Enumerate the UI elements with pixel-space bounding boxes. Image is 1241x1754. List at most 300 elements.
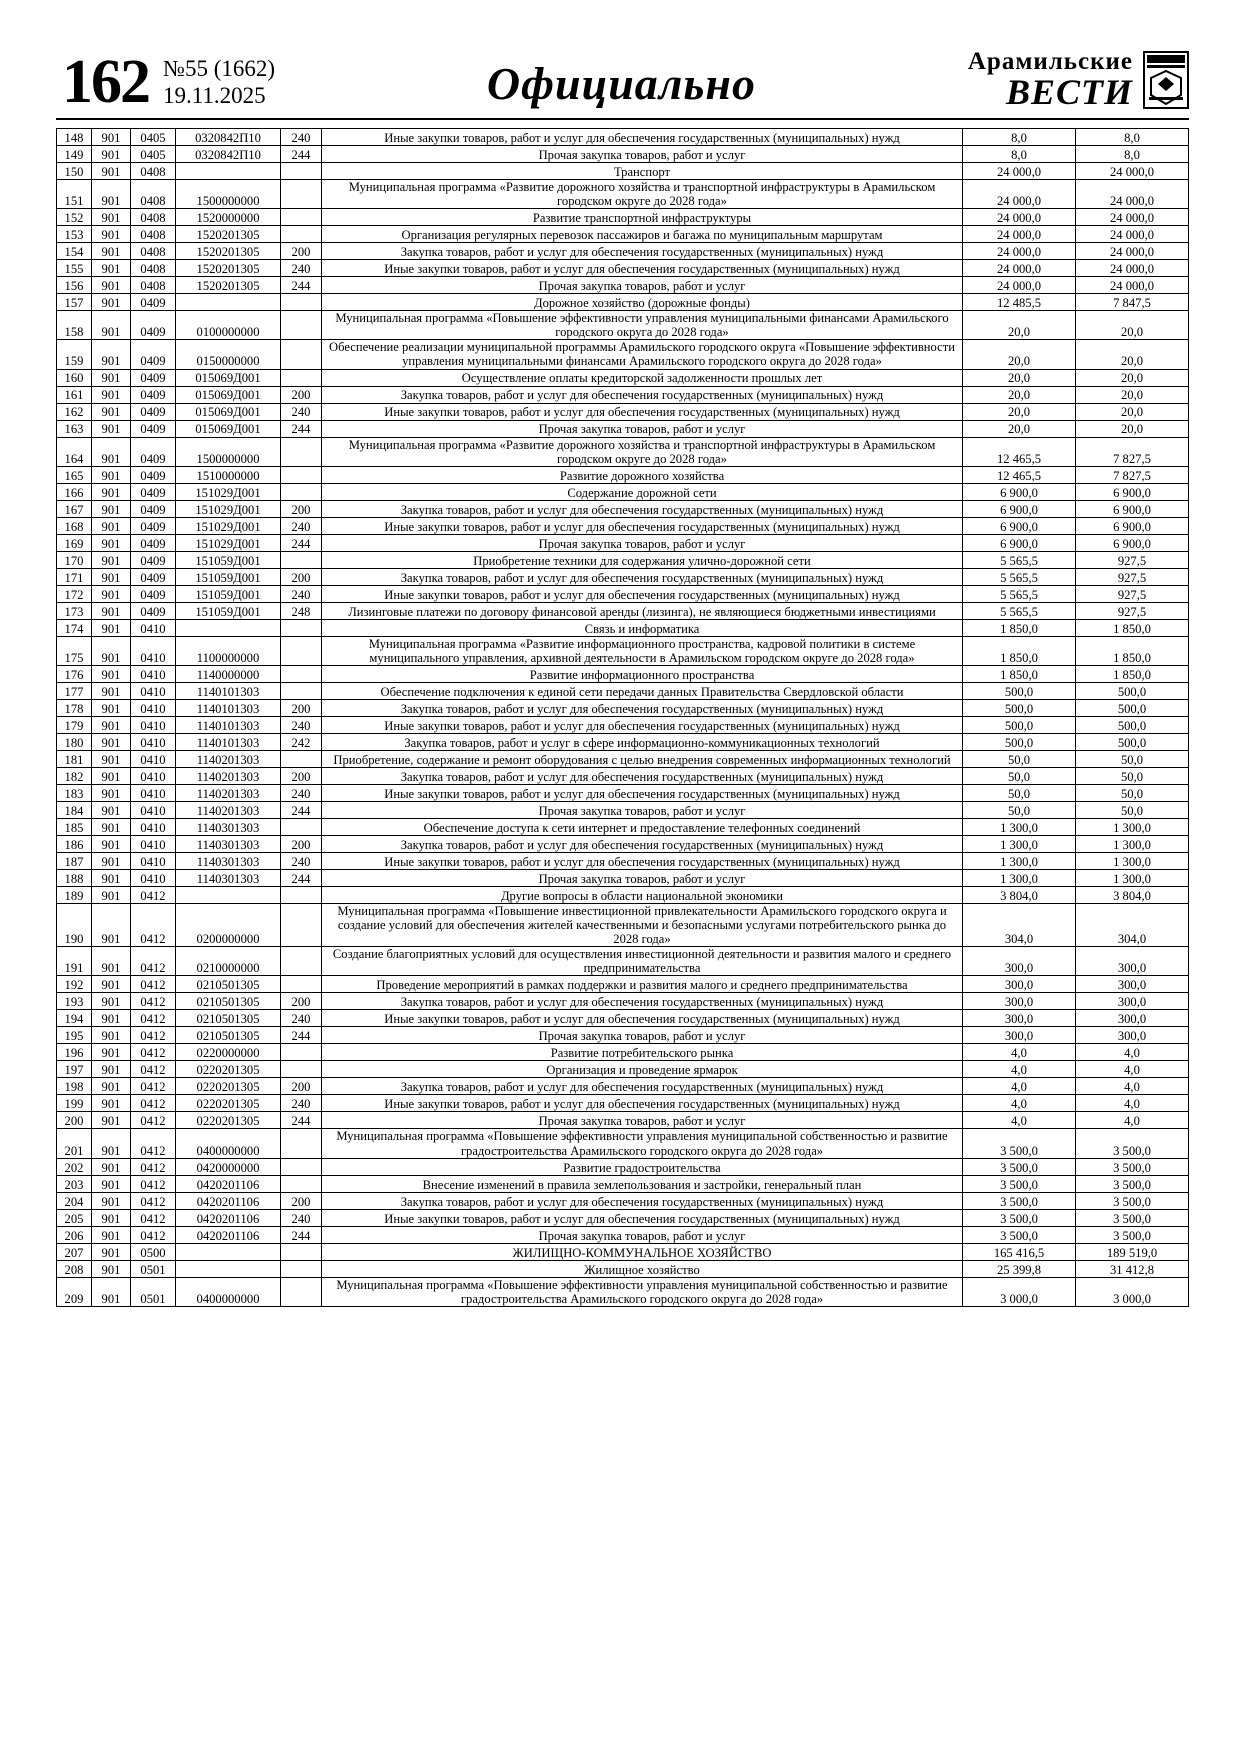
row-expense-type bbox=[281, 163, 322, 180]
row-value-2: 1 850,0 bbox=[1076, 636, 1189, 665]
row-name: Прочая закупка товаров, работ и услуг bbox=[322, 869, 963, 886]
brand-text bbox=[968, 49, 1133, 110]
row-number: 182 bbox=[57, 767, 92, 784]
row-value-2: 20,0 bbox=[1076, 311, 1189, 340]
row-target-code: 0400000000 bbox=[176, 1277, 281, 1306]
row-number: 189 bbox=[57, 886, 92, 903]
table-row bbox=[57, 993, 1189, 1010]
row-section-code: 0410 bbox=[131, 619, 176, 636]
row-number: 176 bbox=[57, 665, 92, 682]
row-value-1: 5 565,5 bbox=[963, 568, 1076, 585]
row-name: Приобретение, содержание и ремонт оборудования с целью внедрения современных информационных технологий bbox=[322, 750, 963, 767]
row-value-2: 20,0 bbox=[1076, 369, 1189, 386]
row-expense-type: 240 bbox=[281, 716, 322, 733]
row-name: Иные закупки товаров, работ и услуг для обеспечения государственных (муниципальных) нужд bbox=[322, 403, 963, 420]
table-row bbox=[57, 733, 1189, 750]
row-section-code: 0408 bbox=[131, 260, 176, 277]
row-value-2: 1 850,0 bbox=[1076, 665, 1189, 682]
row-expense-type: 244 bbox=[281, 277, 322, 294]
row-section-code: 0501 bbox=[131, 1277, 176, 1306]
row-target-code: 1520000000 bbox=[176, 209, 281, 226]
row-expense-type bbox=[281, 1243, 322, 1260]
table-row bbox=[57, 277, 1189, 294]
row-name: Муниципальная программа «Развитие дорожного хозяйства и транспортной инфраструктуры в Арамильском городском округе до 2028 года» bbox=[322, 180, 963, 209]
row-chief-code: 901 bbox=[92, 886, 131, 903]
row-target-code: 151029Д001 bbox=[176, 483, 281, 500]
row-chief-code: 901 bbox=[92, 1243, 131, 1260]
row-number: 193 bbox=[57, 993, 92, 1010]
row-value-2: 3 500,0 bbox=[1076, 1158, 1189, 1175]
row-chief-code: 901 bbox=[92, 665, 131, 682]
row-value-2: 3 500,0 bbox=[1076, 1192, 1189, 1209]
row-value-1: 20,0 bbox=[963, 311, 1076, 340]
row-value-1: 20,0 bbox=[963, 403, 1076, 420]
row-target-code: 0220201305 bbox=[176, 1061, 281, 1078]
table-row bbox=[57, 976, 1189, 993]
row-name: Закупка товаров, работ и услуг для обеспечения государственных (муниципальных) нужд bbox=[322, 243, 963, 260]
row-name: Иные закупки товаров, работ и услуг для обеспечения государственных (муниципальных) нужд bbox=[322, 716, 963, 733]
row-number: 155 bbox=[57, 260, 92, 277]
row-value-2: 300,0 bbox=[1076, 976, 1189, 993]
row-target-code bbox=[176, 1260, 281, 1277]
row-section-code: 0410 bbox=[131, 716, 176, 733]
row-expense-type: 200 bbox=[281, 767, 322, 784]
row-section-code: 0410 bbox=[131, 767, 176, 784]
row-value-2: 6 900,0 bbox=[1076, 483, 1189, 500]
row-chief-code: 901 bbox=[92, 993, 131, 1010]
row-name: Муниципальная программа «Повышение эффективности управления муниципальной собственностью и развитие градостроительства Арамильского городского округа до 2028 года» bbox=[322, 1129, 963, 1158]
table-row bbox=[57, 1027, 1189, 1044]
row-value-2: 24 000,0 bbox=[1076, 277, 1189, 294]
row-target-code: 0420201106 bbox=[176, 1175, 281, 1192]
row-value-1: 20,0 bbox=[963, 386, 1076, 403]
section-title: Официально bbox=[486, 58, 756, 109]
row-value-2: 300,0 bbox=[1076, 1027, 1189, 1044]
row-target-code: 1140301303 bbox=[176, 869, 281, 886]
row-value-2: 3 000,0 bbox=[1076, 1277, 1189, 1306]
row-number: 199 bbox=[57, 1095, 92, 1112]
row-expense-type: 244 bbox=[281, 1226, 322, 1243]
table-row bbox=[57, 386, 1189, 403]
row-target-code: 0320842П10 bbox=[176, 146, 281, 163]
row-chief-code: 901 bbox=[92, 733, 131, 750]
row-value-1: 3 500,0 bbox=[963, 1226, 1076, 1243]
row-name: Приобретение техники для содержания улично-дорожной сети bbox=[322, 551, 963, 568]
row-value-2: 1 300,0 bbox=[1076, 869, 1189, 886]
table-row bbox=[57, 568, 1189, 585]
row-number: 203 bbox=[57, 1175, 92, 1192]
row-chief-code: 901 bbox=[92, 483, 131, 500]
row-target-code: 1140201303 bbox=[176, 784, 281, 801]
row-name: Внесение изменений в правила землепользования и застройки, генеральный план bbox=[322, 1175, 963, 1192]
table-row bbox=[57, 437, 1189, 466]
row-section-code: 0412 bbox=[131, 1112, 176, 1129]
row-section-code: 0412 bbox=[131, 993, 176, 1010]
row-expense-type: 244 bbox=[281, 146, 322, 163]
row-chief-code: 901 bbox=[92, 869, 131, 886]
row-expense-type: 200 bbox=[281, 1078, 322, 1095]
row-expense-type bbox=[281, 466, 322, 483]
row-number: 192 bbox=[57, 976, 92, 993]
row-value-1: 12 465,5 bbox=[963, 466, 1076, 483]
row-target-code: 0210501305 bbox=[176, 1027, 281, 1044]
row-name: Дорожное хозяйство (дорожные фонды) bbox=[322, 294, 963, 311]
row-value-2: 24 000,0 bbox=[1076, 180, 1189, 209]
row-expense-type bbox=[281, 750, 322, 767]
row-value-1: 500,0 bbox=[963, 682, 1076, 699]
row-chief-code: 901 bbox=[92, 466, 131, 483]
row-value-1: 500,0 bbox=[963, 699, 1076, 716]
row-value-1: 300,0 bbox=[963, 1010, 1076, 1027]
row-chief-code: 901 bbox=[92, 517, 131, 534]
row-target-code: 1140101303 bbox=[176, 733, 281, 750]
row-target-code: 1140101303 bbox=[176, 699, 281, 716]
row-value-1: 24 000,0 bbox=[963, 163, 1076, 180]
row-name: Прочая закупка товаров, работ и услуг bbox=[322, 1027, 963, 1044]
row-target-code bbox=[176, 294, 281, 311]
row-number: 184 bbox=[57, 801, 92, 818]
row-name: Закупка товаров, работ и услуг для обеспечения государственных (муниципальных) нужд bbox=[322, 993, 963, 1010]
row-section-code: 0412 bbox=[131, 1158, 176, 1175]
row-name: Муниципальная программа «Развитие информационного пространства, кадровой политики в системе муниципального управления, архивной деятельности в Арамильском городском округе до 2028 года» bbox=[322, 636, 963, 665]
row-section-code: 0412 bbox=[131, 1027, 176, 1044]
row-value-1: 300,0 bbox=[963, 976, 1076, 993]
row-value-1: 4,0 bbox=[963, 1061, 1076, 1078]
row-chief-code: 901 bbox=[92, 260, 131, 277]
row-number: 175 bbox=[57, 636, 92, 665]
row-section-code: 0409 bbox=[131, 340, 176, 369]
row-chief-code: 901 bbox=[92, 1078, 131, 1095]
row-number: 204 bbox=[57, 1192, 92, 1209]
row-number: 195 bbox=[57, 1027, 92, 1044]
table-row bbox=[57, 1112, 1189, 1129]
row-chief-code: 901 bbox=[92, 243, 131, 260]
row-name: Прочая закупка товаров, работ и услуг bbox=[322, 277, 963, 294]
row-target-code: 015069Д001 bbox=[176, 386, 281, 403]
row-expense-type: 248 bbox=[281, 602, 322, 619]
row-name: Обеспечение доступа к сети интернет и предоставление телефонных соединений bbox=[322, 818, 963, 835]
table-row bbox=[57, 517, 1189, 534]
row-value-1: 50,0 bbox=[963, 784, 1076, 801]
row-number: 162 bbox=[57, 403, 92, 420]
table-row bbox=[57, 340, 1189, 369]
row-section-code: 0408 bbox=[131, 226, 176, 243]
row-chief-code: 901 bbox=[92, 1192, 131, 1209]
row-chief-code: 901 bbox=[92, 1027, 131, 1044]
row-section-code: 0409 bbox=[131, 369, 176, 386]
row-chief-code: 901 bbox=[92, 1061, 131, 1078]
table-row bbox=[57, 1175, 1189, 1192]
row-chief-code: 901 bbox=[92, 420, 131, 437]
row-section-code: 0408 bbox=[131, 243, 176, 260]
row-number: 152 bbox=[57, 209, 92, 226]
row-target-code: 0220201305 bbox=[176, 1095, 281, 1112]
row-number: 194 bbox=[57, 1010, 92, 1027]
row-value-1: 1 850,0 bbox=[963, 665, 1076, 682]
row-target-code bbox=[176, 619, 281, 636]
table-row bbox=[57, 869, 1189, 886]
row-chief-code: 901 bbox=[92, 619, 131, 636]
row-value-2: 304,0 bbox=[1076, 903, 1189, 946]
row-section-code: 0412 bbox=[131, 1078, 176, 1095]
row-section-code: 0410 bbox=[131, 869, 176, 886]
row-name: Связь и информатика bbox=[322, 619, 963, 636]
row-section-code: 0409 bbox=[131, 500, 176, 517]
row-number: 169 bbox=[57, 534, 92, 551]
table-row bbox=[57, 209, 1189, 226]
table-row bbox=[57, 226, 1189, 243]
row-value-2: 3 500,0 bbox=[1076, 1209, 1189, 1226]
row-name: Прочая закупка товаров, работ и услуг bbox=[322, 420, 963, 437]
row-target-code: 1520201305 bbox=[176, 277, 281, 294]
row-section-code: 0409 bbox=[131, 568, 176, 585]
page-number: 162 bbox=[62, 48, 149, 117]
row-value-1: 1 850,0 bbox=[963, 619, 1076, 636]
row-value-1: 300,0 bbox=[963, 947, 1076, 976]
row-chief-code: 901 bbox=[92, 180, 131, 209]
row-name: Иные закупки товаров, работ и услуг для обеспечения государственных (муниципальных) нужд bbox=[322, 585, 963, 602]
row-name: Иные закупки товаров, работ и услуг для обеспечения государственных (муниципальных) нужд bbox=[322, 1209, 963, 1226]
row-name: Муниципальная программа «Повышение эффективности управления муниципальными финансами Арамильского городского округа до 2028 года» bbox=[322, 311, 963, 340]
row-value-2: 20,0 bbox=[1076, 403, 1189, 420]
row-value-2: 24 000,0 bbox=[1076, 209, 1189, 226]
budget-table bbox=[56, 128, 1189, 1307]
row-value-1: 6 900,0 bbox=[963, 500, 1076, 517]
row-chief-code: 901 bbox=[92, 1095, 131, 1112]
row-number: 163 bbox=[57, 420, 92, 437]
row-target-code: 015069Д001 bbox=[176, 420, 281, 437]
row-value-2: 927,5 bbox=[1076, 585, 1189, 602]
brand-line-2: ВЕСТИ bbox=[1005, 72, 1133, 112]
row-name: Другие вопросы в области национальной экономики bbox=[322, 886, 963, 903]
row-value-2: 927,5 bbox=[1076, 602, 1189, 619]
table-row bbox=[57, 784, 1189, 801]
row-name: Иные закупки товаров, работ и услуг для обеспечения государственных (муниципальных) нужд bbox=[322, 517, 963, 534]
row-chief-code: 901 bbox=[92, 129, 131, 146]
row-section-code: 0412 bbox=[131, 1129, 176, 1158]
row-expense-type bbox=[281, 1260, 322, 1277]
row-value-1: 24 000,0 bbox=[963, 243, 1076, 260]
row-section-code: 0410 bbox=[131, 750, 176, 767]
table-row bbox=[57, 818, 1189, 835]
row-chief-code: 901 bbox=[92, 1175, 131, 1192]
table-row bbox=[57, 682, 1189, 699]
row-chief-code: 901 bbox=[92, 1010, 131, 1027]
row-target-code: 0100000000 bbox=[176, 311, 281, 340]
row-expense-type: 240 bbox=[281, 403, 322, 420]
row-chief-code: 901 bbox=[92, 403, 131, 420]
row-name: Обеспечение подключения к единой сети передачи данных Правительства Свердловской области bbox=[322, 682, 963, 699]
row-value-1: 6 900,0 bbox=[963, 483, 1076, 500]
table-row bbox=[57, 500, 1189, 517]
row-target-code: 0220201305 bbox=[176, 1112, 281, 1129]
row-chief-code: 901 bbox=[92, 1209, 131, 1226]
row-value-1: 4,0 bbox=[963, 1112, 1076, 1129]
row-expense-type bbox=[281, 619, 322, 636]
row-value-1: 25 399,8 bbox=[963, 1260, 1076, 1277]
budget-table-body bbox=[57, 129, 1189, 1307]
row-value-1: 3 500,0 bbox=[963, 1192, 1076, 1209]
row-value-2: 4,0 bbox=[1076, 1078, 1189, 1095]
row-chief-code: 901 bbox=[92, 682, 131, 699]
row-target-code bbox=[176, 1243, 281, 1260]
row-value-2: 3 500,0 bbox=[1076, 1175, 1189, 1192]
row-expense-type: 240 bbox=[281, 129, 322, 146]
row-value-1: 4,0 bbox=[963, 1078, 1076, 1095]
row-section-code: 0500 bbox=[131, 1243, 176, 1260]
row-value-2: 1 300,0 bbox=[1076, 818, 1189, 835]
row-value-1: 1 850,0 bbox=[963, 636, 1076, 665]
row-section-code: 0409 bbox=[131, 585, 176, 602]
row-name: Закупка товаров, работ и услуг для обеспечения государственных (муниципальных) нужд bbox=[322, 835, 963, 852]
row-value-2: 500,0 bbox=[1076, 699, 1189, 716]
row-value-2: 24 000,0 bbox=[1076, 260, 1189, 277]
row-number: 183 bbox=[57, 784, 92, 801]
row-value-1: 20,0 bbox=[963, 340, 1076, 369]
row-section-code: 0412 bbox=[131, 886, 176, 903]
row-value-2: 7 847,5 bbox=[1076, 294, 1189, 311]
row-value-2: 4,0 bbox=[1076, 1061, 1189, 1078]
row-value-2: 7 827,5 bbox=[1076, 437, 1189, 466]
row-name: Иные закупки товаров, работ и услуг для обеспечения государственных (муниципальных) нужд bbox=[322, 260, 963, 277]
row-target-code: 0400000000 bbox=[176, 1129, 281, 1158]
table-row bbox=[57, 767, 1189, 784]
row-value-2: 24 000,0 bbox=[1076, 226, 1189, 243]
row-name: Закупка товаров, работ и услуг для обеспечения государственных (муниципальных) нужд bbox=[322, 568, 963, 585]
table-row bbox=[57, 1209, 1189, 1226]
row-target-code: 151059Д001 bbox=[176, 585, 281, 602]
row-number: 187 bbox=[57, 852, 92, 869]
row-chief-code: 901 bbox=[92, 801, 131, 818]
row-target-code bbox=[176, 163, 281, 180]
row-expense-type bbox=[281, 976, 322, 993]
row-expense-type: 200 bbox=[281, 500, 322, 517]
row-section-code: 0409 bbox=[131, 437, 176, 466]
row-value-2: 50,0 bbox=[1076, 784, 1189, 801]
row-number: 150 bbox=[57, 163, 92, 180]
row-value-1: 50,0 bbox=[963, 750, 1076, 767]
row-section-code: 0412 bbox=[131, 1061, 176, 1078]
row-expense-type bbox=[281, 1158, 322, 1175]
row-target-code: 1500000000 bbox=[176, 437, 281, 466]
row-name: Лизинговые платежи по договору финансовой аренды (лизинга), не являющиеся бюджетными инвестициями bbox=[322, 602, 963, 619]
row-value-2: 50,0 bbox=[1076, 750, 1189, 767]
row-section-code: 0410 bbox=[131, 852, 176, 869]
table-row bbox=[57, 369, 1189, 386]
row-value-2: 500,0 bbox=[1076, 733, 1189, 750]
row-number: 177 bbox=[57, 682, 92, 699]
row-chief-code: 901 bbox=[92, 784, 131, 801]
row-section-code: 0410 bbox=[131, 699, 176, 716]
row-value-2: 4,0 bbox=[1076, 1112, 1189, 1129]
row-chief-code: 901 bbox=[92, 636, 131, 665]
row-target-code: 151059Д001 bbox=[176, 602, 281, 619]
row-target-code: 0420201106 bbox=[176, 1192, 281, 1209]
row-chief-code: 901 bbox=[92, 294, 131, 311]
row-number: 151 bbox=[57, 180, 92, 209]
row-name: Прочая закупка товаров, работ и услуг bbox=[322, 1226, 963, 1243]
row-expense-type bbox=[281, 682, 322, 699]
row-expense-type bbox=[281, 947, 322, 976]
row-expense-type: 200 bbox=[281, 243, 322, 260]
row-value-1: 300,0 bbox=[963, 993, 1076, 1010]
row-name: Иные закупки товаров, работ и услуг для обеспечения государственных (муниципальных) нужд bbox=[322, 1095, 963, 1112]
row-name: Иные закупки товаров, работ и услуг для обеспечения государственных (муниципальных) нужд bbox=[322, 1010, 963, 1027]
row-value-1: 3 500,0 bbox=[963, 1158, 1076, 1175]
row-target-code: 1500000000 bbox=[176, 180, 281, 209]
row-section-code: 0409 bbox=[131, 403, 176, 420]
row-chief-code: 901 bbox=[92, 226, 131, 243]
row-number: 206 bbox=[57, 1226, 92, 1243]
row-section-code: 0409 bbox=[131, 386, 176, 403]
row-target-code: 0200000000 bbox=[176, 903, 281, 946]
row-value-1: 5 565,5 bbox=[963, 551, 1076, 568]
row-name: Прочая закупка товаров, работ и услуг bbox=[322, 146, 963, 163]
row-value-2: 6 900,0 bbox=[1076, 517, 1189, 534]
row-value-1: 3 000,0 bbox=[963, 1277, 1076, 1306]
row-name: Закупка товаров, работ и услуг для обеспечения государственных (муниципальных) нужд bbox=[322, 1192, 963, 1209]
row-target-code: 0320842П10 bbox=[176, 129, 281, 146]
row-number: 201 bbox=[57, 1129, 92, 1158]
row-name: Закупка товаров, работ и услуг для обеспечения государственных (муниципальных) нужд bbox=[322, 699, 963, 716]
row-expense-type: 240 bbox=[281, 1010, 322, 1027]
row-chief-code: 901 bbox=[92, 1129, 131, 1158]
row-number: 168 bbox=[57, 517, 92, 534]
row-value-2: 24 000,0 bbox=[1076, 243, 1189, 260]
row-chief-code: 901 bbox=[92, 976, 131, 993]
row-target-code: 1510000000 bbox=[176, 466, 281, 483]
row-chief-code: 901 bbox=[92, 903, 131, 946]
row-name: Создание благоприятных условий для осуществления инвестиционной деятельности и развития малого и среднего предпринимательства bbox=[322, 947, 963, 976]
row-value-1: 8,0 bbox=[963, 129, 1076, 146]
row-target-code: 1140301303 bbox=[176, 818, 281, 835]
row-value-1: 24 000,0 bbox=[963, 209, 1076, 226]
row-expense-type bbox=[281, 886, 322, 903]
row-name: Осуществление оплаты кредиторской задолженности прошлых лет bbox=[322, 369, 963, 386]
row-target-code: 0420000000 bbox=[176, 1158, 281, 1175]
row-target-code: 0420201106 bbox=[176, 1209, 281, 1226]
row-value-2: 927,5 bbox=[1076, 551, 1189, 568]
row-section-code: 0408 bbox=[131, 180, 176, 209]
row-target-code: 151029Д001 bbox=[176, 534, 281, 551]
table-row bbox=[57, 852, 1189, 869]
row-section-code: 0412 bbox=[131, 1095, 176, 1112]
row-number: 170 bbox=[57, 551, 92, 568]
row-value-1: 20,0 bbox=[963, 420, 1076, 437]
table-row bbox=[57, 1095, 1189, 1112]
row-value-2: 20,0 bbox=[1076, 386, 1189, 403]
row-value-1: 3 804,0 bbox=[963, 886, 1076, 903]
row-target-code: 1140201303 bbox=[176, 750, 281, 767]
row-expense-type: 240 bbox=[281, 1095, 322, 1112]
row-chief-code: 901 bbox=[92, 163, 131, 180]
row-name: Развитие градостроительства bbox=[322, 1158, 963, 1175]
row-number: 171 bbox=[57, 568, 92, 585]
row-number: 154 bbox=[57, 243, 92, 260]
issue-date: 19.11.2025 bbox=[163, 82, 266, 108]
table-row bbox=[57, 835, 1189, 852]
row-value-2: 189 519,0 bbox=[1076, 1243, 1189, 1260]
row-number: 159 bbox=[57, 340, 92, 369]
row-value-2: 1 300,0 bbox=[1076, 835, 1189, 852]
row-value-1: 500,0 bbox=[963, 716, 1076, 733]
row-target-code: 151029Д001 bbox=[176, 500, 281, 517]
row-name: Развитие дорожного хозяйства bbox=[322, 466, 963, 483]
row-section-code: 0412 bbox=[131, 1226, 176, 1243]
row-value-2: 8,0 bbox=[1076, 129, 1189, 146]
table-row bbox=[57, 665, 1189, 682]
row-number: 153 bbox=[57, 226, 92, 243]
